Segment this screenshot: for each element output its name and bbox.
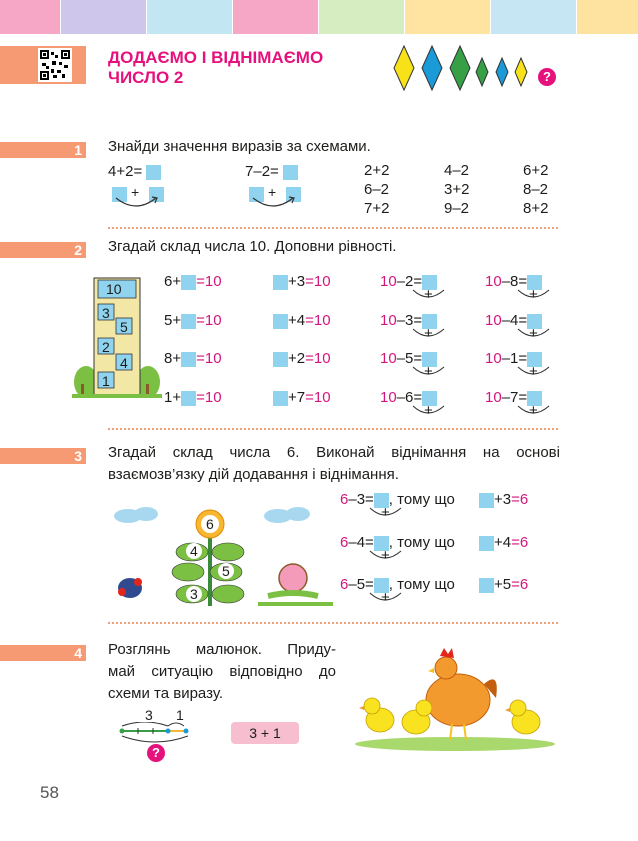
task4-instruction [108, 639, 336, 705]
task1-grid-r1c1: 2+2 [364, 162, 390, 179]
plus-sign: + [424, 363, 433, 380]
plus-sign: + [381, 504, 390, 521]
task2-col1-row1: 6+ =10 [164, 273, 222, 290]
tower-number-3: 3 [102, 305, 110, 321]
scheme-question-icon: ? [147, 744, 165, 762]
tower-top-number: 10 [106, 281, 122, 297]
task1-grid-r1c2: 4–2 [444, 162, 470, 179]
task1-grid-r2c1: 6–2 [364, 181, 390, 198]
task1-expr2: 7–2= [245, 163, 298, 181]
plus-sign: + [529, 402, 538, 419]
task2-col4-row1: 10–8= [485, 273, 542, 291]
task2-col1-row4: 1+ =10 [164, 389, 222, 406]
chickens-illustration [350, 640, 560, 752]
task1-grid-r2c2: 3+2 [444, 181, 470, 198]
header-question-icon: ? [538, 68, 556, 86]
task2-col2-row4: +7=10 [273, 389, 331, 407]
plus-sign: + [381, 547, 390, 564]
expression-badge [231, 722, 299, 744]
divider [108, 622, 558, 624]
scheme-label-1: 1 [176, 707, 184, 723]
task2-col1-row3: 8+ =10 [164, 350, 222, 367]
task1-grid-r2c3: 8–2 [523, 181, 549, 198]
task2-instruction: Згадай склад числа 10. Доповни рівності. [108, 238, 397, 255]
task2-col3-row4: 10–6= [380, 389, 437, 407]
tower-number-2: 2 [102, 339, 110, 355]
plus-sign: + [424, 402, 433, 419]
task2-col3-row3: 10–5= [380, 350, 437, 368]
task2-col2-row2: +4=10 [273, 312, 331, 330]
plus-sign: + [424, 286, 433, 303]
tower-number-5: 5 [120, 319, 128, 335]
tower-number-1: 1 [102, 373, 110, 389]
task1-scheme2: + [249, 186, 301, 204]
task1-number: 1 [0, 142, 86, 158]
task2-col3-row1: 10–2= [380, 273, 437, 291]
task2-col2-row1: +3=10 [273, 273, 331, 291]
task2-col4-row4: 10–7= [485, 389, 542, 407]
plus-sign: + [529, 363, 538, 380]
task3-instruction-line2: взаємозв’язку дій додавання і віднімання. [108, 466, 399, 483]
plus-sign: + [424, 325, 433, 342]
task4-instruction-line2: май ситуацію відповідно до [108, 663, 336, 680]
task3-instruction-line1: Згадай склад числа 6. Виконай віднімання на основі [108, 444, 560, 461]
task1-instruction: Знайди значення виразів за схемами. [108, 138, 371, 155]
task2-col1-row2: 5+ =10 [164, 312, 222, 329]
task1-scheme1: + [112, 186, 164, 204]
task2-col3-row2: 10–3= [380, 312, 437, 330]
task1-grid-r3c1: 7+2 [364, 200, 390, 217]
tower-number-4: 4 [120, 355, 128, 371]
page-title-line2: ЧИСЛО 2 [108, 68, 184, 87]
task1-grid-r1c3: 6+2 [523, 162, 549, 179]
task4-instruction-line3: схеми та виразу. [108, 685, 223, 702]
task4-number: 4 [0, 645, 86, 661]
expression-text: 3 + 1 [249, 725, 281, 741]
task4-instruction-line1: Розглянь малюнок. Приду- [108, 641, 336, 658]
scheme-label-3: 3 [145, 707, 153, 723]
flower-top-number: 6 [206, 516, 214, 532]
task2-col2-row3: +2=10 [273, 350, 331, 368]
task1-grid-r3c3: 8+2 [523, 200, 549, 217]
task2-number: 2 [0, 242, 86, 258]
page-number: 58 [40, 783, 59, 802]
plus-sign: + [529, 325, 538, 342]
task1-expr1: 4+2= [108, 163, 161, 181]
task3-row1: 6–3= , тому що +3=6 [340, 491, 529, 508]
task3-row3: 6–5= , тому що +5=6 [340, 576, 529, 593]
task2-col4-row2: 10–4= [485, 312, 542, 330]
plus-sign: + [381, 589, 390, 606]
task3-row2: 6–4= , тому що +4=6 [340, 534, 529, 551]
task1-grid-r3c2: 9–2 [444, 200, 470, 217]
flower-number-3: 3 [190, 586, 198, 602]
flower-number-5: 5 [222, 563, 230, 579]
plus-sign: + [529, 286, 538, 303]
flower-number-4: 4 [190, 543, 198, 559]
task3-number: 3 [0, 448, 86, 464]
page-title-line1: ДОДАЄМО І ВІДНІМАЄМО [108, 48, 324, 67]
task2-col4-row3: 10–1= [485, 350, 542, 368]
